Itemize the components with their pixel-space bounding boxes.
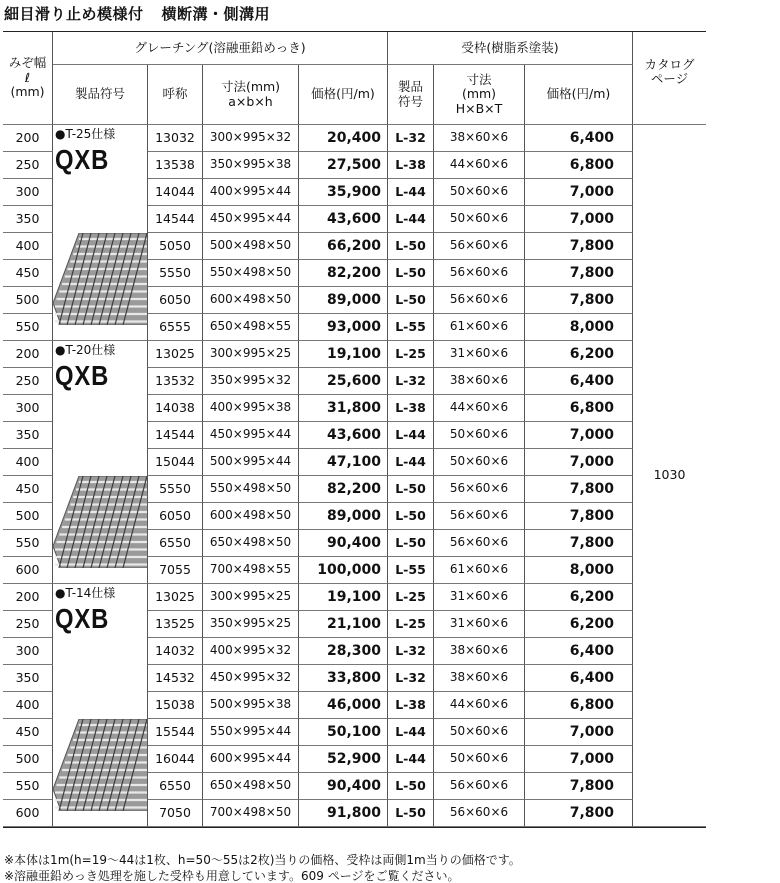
cell-name: 6050 <box>148 287 203 314</box>
cell-frame-dims: 38×60×6 <box>434 368 525 395</box>
cell-name: 16044 <box>148 746 203 773</box>
spec-label: ●T-20仕様 <box>55 343 116 357</box>
cell-frame-dims: 38×60×6 <box>434 125 525 152</box>
cell-frame-dims: 56×60×6 <box>434 773 525 800</box>
cell-dims: 650×498×50 <box>203 773 299 800</box>
cell-frame-code: L-50 <box>388 530 434 557</box>
product-cell <box>53 584 148 827</box>
cell-price: 33,800 <box>299 665 388 692</box>
cell-width: 450 <box>3 719 53 746</box>
cell-width: 250 <box>3 611 53 638</box>
cell-price: 89,000 <box>299 503 388 530</box>
cell-frame-price: 7,000 <box>525 449 633 476</box>
cell-frame-code: L-44 <box>388 206 434 233</box>
cell-dims: 600×498×50 <box>203 503 299 530</box>
cell-dims: 400×995×44 <box>203 179 299 206</box>
header-catalog-label: カタログ <box>644 57 695 72</box>
cell-name: 14032 <box>148 638 203 665</box>
cell-width: 350 <box>3 422 53 449</box>
footnote-1: ※本体は1m(h=19〜44は1枚、h=50〜55は2枚)当りの価格、受枠は両側1m当りの価格です。 <box>4 853 521 867</box>
page-title <box>4 3 270 25</box>
cell-name: 7055 <box>148 557 203 584</box>
model-label: QXB <box>55 359 110 391</box>
cell-width: 250 <box>3 152 53 179</box>
cell-name: 13538 <box>148 152 203 179</box>
cell-price: 82,200 <box>299 260 388 287</box>
cell-width: 500 <box>3 287 53 314</box>
cell-price: 21,100 <box>299 611 388 638</box>
cell-price: 19,100 <box>299 341 388 368</box>
cell-frame-price: 7,000 <box>525 206 633 233</box>
cell-frame-price: 7,800 <box>525 530 633 557</box>
cell-frame-price: 7,800 <box>525 260 633 287</box>
cell-dims: 700×498×50 <box>203 800 299 827</box>
cell-name: 7050 <box>148 800 203 827</box>
header-frame-code <box>388 65 434 125</box>
cell-frame-dims: 31×60×6 <box>434 611 525 638</box>
cell-frame-code: L-50 <box>388 233 434 260</box>
cell-price: 35,900 <box>299 179 388 206</box>
cell-name: 6550 <box>148 530 203 557</box>
cell-name: 5550 <box>148 260 203 287</box>
header-name: 呼称 <box>148 65 203 125</box>
cell-price: 82,200 <box>299 476 388 503</box>
cell-frame-dims: 61×60×6 <box>434 314 525 341</box>
cell-price: 47,100 <box>299 449 388 476</box>
cell-name: 13025 <box>148 584 203 611</box>
cell-width: 300 <box>3 638 53 665</box>
grating-illustration <box>53 476 148 568</box>
grating-illustration <box>53 719 148 811</box>
cell-price: 31,800 <box>299 395 388 422</box>
cell-frame-code: L-44 <box>388 449 434 476</box>
cell-dims: 500×995×38 <box>203 692 299 719</box>
cell-width: 350 <box>3 206 53 233</box>
cell-dims: 500×498×50 <box>203 233 299 260</box>
cell-frame-dims: 50×60×6 <box>434 206 525 233</box>
cell-frame-price: 7,800 <box>525 800 633 827</box>
cell-frame-dims: 56×60×6 <box>434 503 525 530</box>
price-table <box>3 31 706 828</box>
cell-dims: 600×498×50 <box>203 287 299 314</box>
cell-frame-code: L-32 <box>388 665 434 692</box>
header-catalog <box>633 32 706 125</box>
cell-width: 200 <box>3 341 53 368</box>
cell-dims: 650×498×55 <box>203 314 299 341</box>
cell-frame-code: L-25 <box>388 611 434 638</box>
cell-frame-code: L-44 <box>388 179 434 206</box>
cell-frame-code: L-55 <box>388 314 434 341</box>
cell-width: 350 <box>3 665 53 692</box>
cell-price: 43,600 <box>299 206 388 233</box>
header-width-label: みぞ幅 <box>8 55 47 71</box>
header-frame-dims-sub: H×B×T <box>455 100 503 116</box>
cell-frame-price: 7,000 <box>525 179 633 206</box>
header-width <box>3 32 53 125</box>
cell-dims: 450×995×32 <box>203 665 299 692</box>
cell-frame-code: L-44 <box>388 719 434 746</box>
cell-frame-price: 6,400 <box>525 125 633 152</box>
cell-price: 43,600 <box>299 422 388 449</box>
header-price: 価格(円/m) <box>299 65 388 125</box>
cell-name: 6550 <box>148 773 203 800</box>
cell-name: 15044 <box>148 449 203 476</box>
cell-width: 450 <box>3 260 53 287</box>
model-label: QXB <box>55 143 110 175</box>
cell-frame-code: L-25 <box>388 584 434 611</box>
cell-frame-price: 8,000 <box>525 314 633 341</box>
cell-dims: 450×995×44 <box>203 422 299 449</box>
cell-frame-code: L-50 <box>388 800 434 827</box>
cell-frame-code: L-55 <box>388 557 434 584</box>
cell-dims: 300×995×32 <box>203 125 299 152</box>
cell-name: 14544 <box>148 206 203 233</box>
cell-price: 90,400 <box>299 773 388 800</box>
cell-frame-price: 7,000 <box>525 719 633 746</box>
cell-name: 6555 <box>148 314 203 341</box>
cell-frame-price: 7,800 <box>525 287 633 314</box>
cell-name: 14532 <box>148 665 203 692</box>
cell-name: 14544 <box>148 422 203 449</box>
cell-frame-code: L-32 <box>388 125 434 152</box>
cell-frame-dims: 56×60×6 <box>434 476 525 503</box>
cell-name: 14044 <box>148 179 203 206</box>
cell-frame-price: 6,200 <box>525 611 633 638</box>
cell-price: 46,000 <box>299 692 388 719</box>
cell-price: 93,000 <box>299 314 388 341</box>
cell-frame-code: L-38 <box>388 692 434 719</box>
cell-frame-price: 6,400 <box>525 638 633 665</box>
cell-price: 27,500 <box>299 152 388 179</box>
cell-width: 200 <box>3 125 53 152</box>
cell-price: 20,400 <box>299 125 388 152</box>
cell-dims: 550×498×50 <box>203 476 299 503</box>
cell-frame-dims: 44×60×6 <box>434 395 525 422</box>
cell-dims: 600×995×44 <box>203 746 299 773</box>
title-main: 細目滑り止め模様付 <box>4 5 144 23</box>
cell-frame-dims: 31×60×6 <box>434 584 525 611</box>
cell-frame-code: L-44 <box>388 422 434 449</box>
cell-width: 200 <box>3 584 53 611</box>
cell-frame-dims: 31×60×6 <box>434 341 525 368</box>
cell-width: 500 <box>3 746 53 773</box>
cell-name: 15544 <box>148 719 203 746</box>
header-width-symbol: ℓ <box>24 69 31 85</box>
cell-dims: 350×995×38 <box>203 152 299 179</box>
cell-frame-price: 6,200 <box>525 341 633 368</box>
cell-width: 250 <box>3 368 53 395</box>
cell-name: 5050 <box>148 233 203 260</box>
cell-dims: 550×498×50 <box>203 260 299 287</box>
cell-price: 50,100 <box>299 719 388 746</box>
cell-width: 550 <box>3 773 53 800</box>
cell-frame-dims: 56×60×6 <box>434 287 525 314</box>
cell-frame-code: L-44 <box>388 746 434 773</box>
header-grating-group: グレーチング(溶融亜鉛めっき) <box>53 32 388 65</box>
cell-frame-code: L-50 <box>388 476 434 503</box>
product-cell <box>53 341 148 584</box>
grating-illustration <box>53 233 148 325</box>
header-dims-label: 寸法(mm) <box>220 79 281 95</box>
spec-label: ●T-14仕様 <box>55 586 116 600</box>
cell-frame-code: L-50 <box>388 287 434 314</box>
header-catalog-label2: ページ <box>650 71 689 87</box>
cell-frame-dims: 56×60×6 <box>434 800 525 827</box>
cell-price: 100,000 <box>299 557 388 584</box>
cell-dims: 450×995×44 <box>203 206 299 233</box>
cell-dims: 350×995×25 <box>203 611 299 638</box>
cell-price: 19,100 <box>299 584 388 611</box>
cell-price: 90,400 <box>299 530 388 557</box>
footnotes <box>4 852 521 883</box>
cell-frame-dims: 50×60×6 <box>434 449 525 476</box>
cell-frame-code: L-50 <box>388 503 434 530</box>
header-frame-dims <box>434 65 525 125</box>
cell-width: 300 <box>3 179 53 206</box>
cell-frame-dims: 50×60×6 <box>434 422 525 449</box>
cell-width: 500 <box>3 503 53 530</box>
header-frame-code-label: 製品 <box>397 79 423 95</box>
cell-width: 400 <box>3 449 53 476</box>
cell-frame-price: 8,000 <box>525 557 633 584</box>
cell-width: 450 <box>3 476 53 503</box>
cell-name: 15038 <box>148 692 203 719</box>
cell-price: 52,900 <box>299 746 388 773</box>
cell-frame-dims: 56×60×6 <box>434 233 525 260</box>
cell-name: 6050 <box>148 503 203 530</box>
cell-frame-dims: 38×60×6 <box>434 638 525 665</box>
cell-frame-dims: 56×60×6 <box>434 530 525 557</box>
cell-width: 400 <box>3 233 53 260</box>
cell-frame-code: L-32 <box>388 638 434 665</box>
cell-frame-dims: 50×60×6 <box>434 746 525 773</box>
cell-frame-dims: 50×60×6 <box>434 719 525 746</box>
cell-frame-dims: 44×60×6 <box>434 152 525 179</box>
cell-name: 5550 <box>148 476 203 503</box>
cell-price: 89,000 <box>299 287 388 314</box>
cell-dims: 300×995×25 <box>203 341 299 368</box>
cell-frame-price: 6,800 <box>525 692 633 719</box>
model-label: QXB <box>55 602 110 634</box>
title-sub: 横断溝・側溝用 <box>161 5 271 23</box>
cell-frame-dims: 56×60×6 <box>434 260 525 287</box>
header-width-unit: (mm) <box>10 84 45 100</box>
cell-frame-dims: 50×60×6 <box>434 179 525 206</box>
cell-dims: 400×995×32 <box>203 638 299 665</box>
cell-price: 91,800 <box>299 800 388 827</box>
spec-label: ●T-25仕様 <box>55 127 116 141</box>
cell-frame-code: L-50 <box>388 773 434 800</box>
cell-width: 600 <box>3 557 53 584</box>
cell-width: 300 <box>3 395 53 422</box>
cell-width: 550 <box>3 314 53 341</box>
cell-frame-dims: 61×60×6 <box>434 557 525 584</box>
cell-width: 600 <box>3 800 53 827</box>
cell-frame-code: L-32 <box>388 368 434 395</box>
cell-frame-price: 6,400 <box>525 368 633 395</box>
cell-price: 28,300 <box>299 638 388 665</box>
footnote-2: ※溶融亜鉛めっき処理を施した受枠も用意しています。609 ページをご覧ください。 <box>4 869 460 883</box>
cell-frame-price: 7,000 <box>525 422 633 449</box>
cell-dims: 300×995×25 <box>203 584 299 611</box>
header-dims <box>203 65 299 125</box>
cell-frame-price: 7,800 <box>525 233 633 260</box>
header-frame-code-label2: 符号 <box>397 93 423 109</box>
cell-dims: 500×995×44 <box>203 449 299 476</box>
cell-frame-code: L-38 <box>388 395 434 422</box>
cell-frame-price: 6,200 <box>525 584 633 611</box>
cell-dims: 350×995×32 <box>203 368 299 395</box>
cell-width: 550 <box>3 530 53 557</box>
catalog-page-number: 1030 <box>633 125 706 827</box>
cell-price: 25,600 <box>299 368 388 395</box>
header-frame-price: 価格(円/m) <box>525 65 633 125</box>
cell-frame-price: 7,800 <box>525 476 633 503</box>
cell-frame-price: 6,800 <box>525 152 633 179</box>
cell-name: 13525 <box>148 611 203 638</box>
cell-dims: 400×995×38 <box>203 395 299 422</box>
cell-frame-code: L-25 <box>388 341 434 368</box>
cell-name: 14038 <box>148 395 203 422</box>
cell-frame-dims: 44×60×6 <box>434 692 525 719</box>
cell-dims: 550×995×44 <box>203 719 299 746</box>
header-product-code: 製品符号 <box>53 65 148 125</box>
cell-dims: 650×498×50 <box>203 530 299 557</box>
cell-name: 13032 <box>148 125 203 152</box>
product-cell <box>53 125 148 341</box>
cell-name: 13532 <box>148 368 203 395</box>
cell-frame-price: 7,800 <box>525 773 633 800</box>
cell-frame-price: 7,000 <box>525 746 633 773</box>
cell-width: 400 <box>3 692 53 719</box>
cell-frame-code: L-50 <box>388 260 434 287</box>
cell-frame-dims: 38×60×6 <box>434 665 525 692</box>
header-frame-dims-label: 寸法 <box>466 71 492 87</box>
cell-price: 66,200 <box>299 233 388 260</box>
cell-frame-code: L-38 <box>388 152 434 179</box>
cell-frame-price: 6,800 <box>525 395 633 422</box>
header-frame-dims-unit: (mm) <box>461 86 497 102</box>
cell-frame-price: 7,800 <box>525 503 633 530</box>
header-dims-sub: a×b×h <box>228 93 273 109</box>
cell-dims: 700×498×55 <box>203 557 299 584</box>
cell-frame-price: 6,400 <box>525 665 633 692</box>
header-frame-group: 受枠(樹脂系塗装) <box>388 32 633 65</box>
cell-name: 13025 <box>148 341 203 368</box>
